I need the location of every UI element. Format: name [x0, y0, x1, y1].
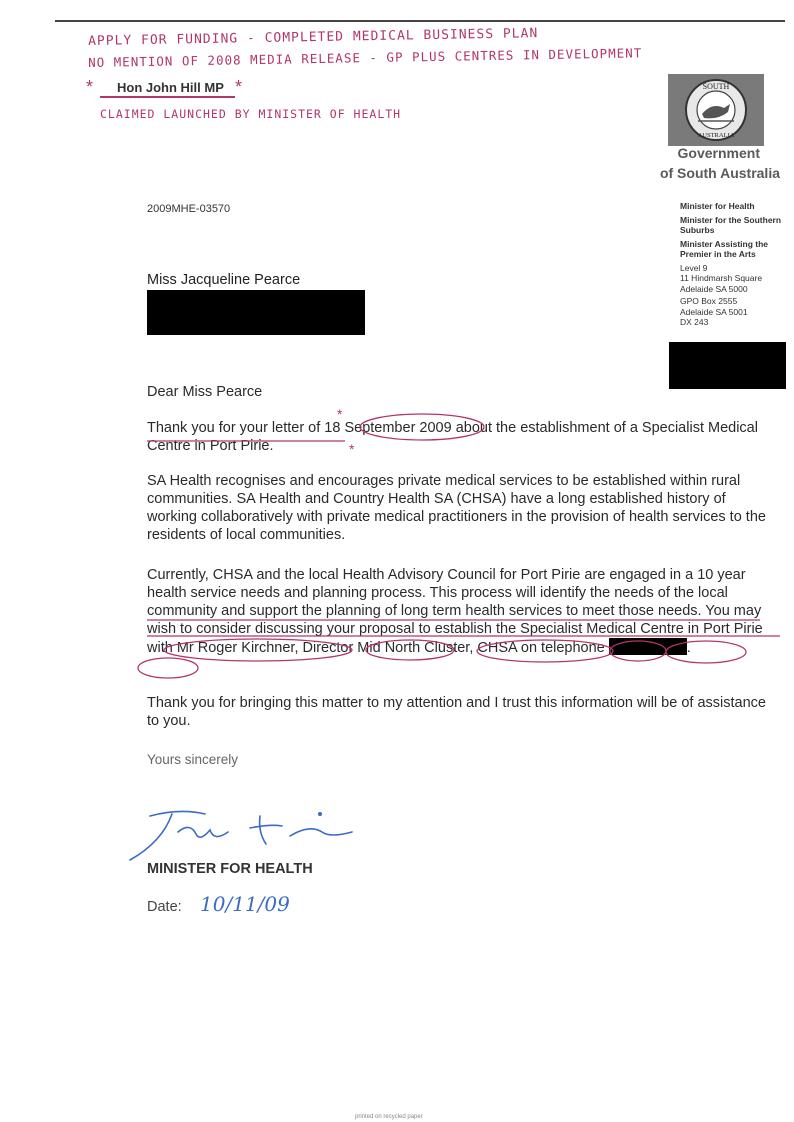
sender-address-line: 11 Hindmarsh Square [680, 273, 763, 283]
date-label: Date: [147, 899, 182, 915]
handwritten-note-funding: APPLY FOR FUNDING - COMPLETED MEDICAL BUSINESS PLAN [88, 26, 539, 49]
sender-address-line: Level 9 [680, 262, 708, 273]
paragraph-1: Thank you for your letter of 18 September 2009 about the establishment of a Specialist Medical Centre in Port Pirie. [147, 420, 758, 454]
paragraph-4: Thank you for bringing this matter to my attention and I trust this information will be of assistance to you. [147, 695, 766, 729]
handwritten-star-right: * [235, 77, 243, 97]
handwritten-note-media-release: NO MENTION OF 2008 MEDIA RELEASE - GP PLUS CENTRES IN DEVELOPMENT [88, 45, 643, 70]
handwritten-star-left: * [86, 77, 94, 97]
addressee-hon-john-hill: Hon John Hill MP [117, 80, 224, 95]
sender-address-line: Adelaide SA 5001 [680, 306, 748, 317]
handwritten-note-claimed: CLAIMED LAUNCHED BY MINISTER OF HEALTH [100, 107, 402, 121]
handwritten-date: 10/11/09 [200, 892, 290, 916]
sender-title: Minister for the Southern Suburbs [680, 214, 782, 235]
government-name-line1: Government [677, 145, 760, 161]
paragraph-3-end: . [686, 640, 691, 656]
signatory-title: MINISTER FOR HEALTH [147, 861, 313, 877]
recipient-name: Miss Jacqueline Pearce [147, 272, 301, 288]
paragraph-3-text: Currently, CHSA and the local Health Advisory Council for Port Pirie are engaged in a 10 year health service needs and planning process. This process will identify the needs of the local community and support the planning of long term health services to meet those needs. You may wish to consider discussing your proposal to establish the Specialist Medical Centre in Port Pirie with Mr Roger Kirchner, Director Mid North Cluster, CHSA on telephone [147, 567, 763, 656]
closing-text: Yours sincerely [147, 752, 239, 767]
sender-address-line: Adelaide SA 5000 [680, 283, 748, 294]
sender-address-line: GPO Box 2555 [680, 296, 738, 306]
sender-address-line: DX 243 [680, 317, 709, 327]
letter-reference-number: 2009MHE-03570 [147, 203, 231, 215]
sender-title: Minister Assisting the Premier in the Arts [680, 238, 769, 259]
government-name-line2: of South Australia [659, 165, 780, 181]
footer-note: printed on recycled paper [355, 1114, 423, 1120]
handwritten-star-date: * [337, 406, 343, 422]
crest-text-bottom: AUSTRALIA [697, 132, 735, 139]
crest-text-top: SOUTH [702, 82, 730, 91]
salutation: Dear Miss Pearce [147, 384, 263, 400]
handwritten-star-centre: * [349, 441, 355, 457]
sender-title: Minister for Health [680, 201, 755, 211]
paragraph-2: SA Health recognises and encourages private medical services to be established within rural communities. SA Health and Country Health SA (CHSA) have a long established history of working collaboratively with private medical practitioners in the provision of health services to the residents of local communities. [147, 473, 766, 543]
